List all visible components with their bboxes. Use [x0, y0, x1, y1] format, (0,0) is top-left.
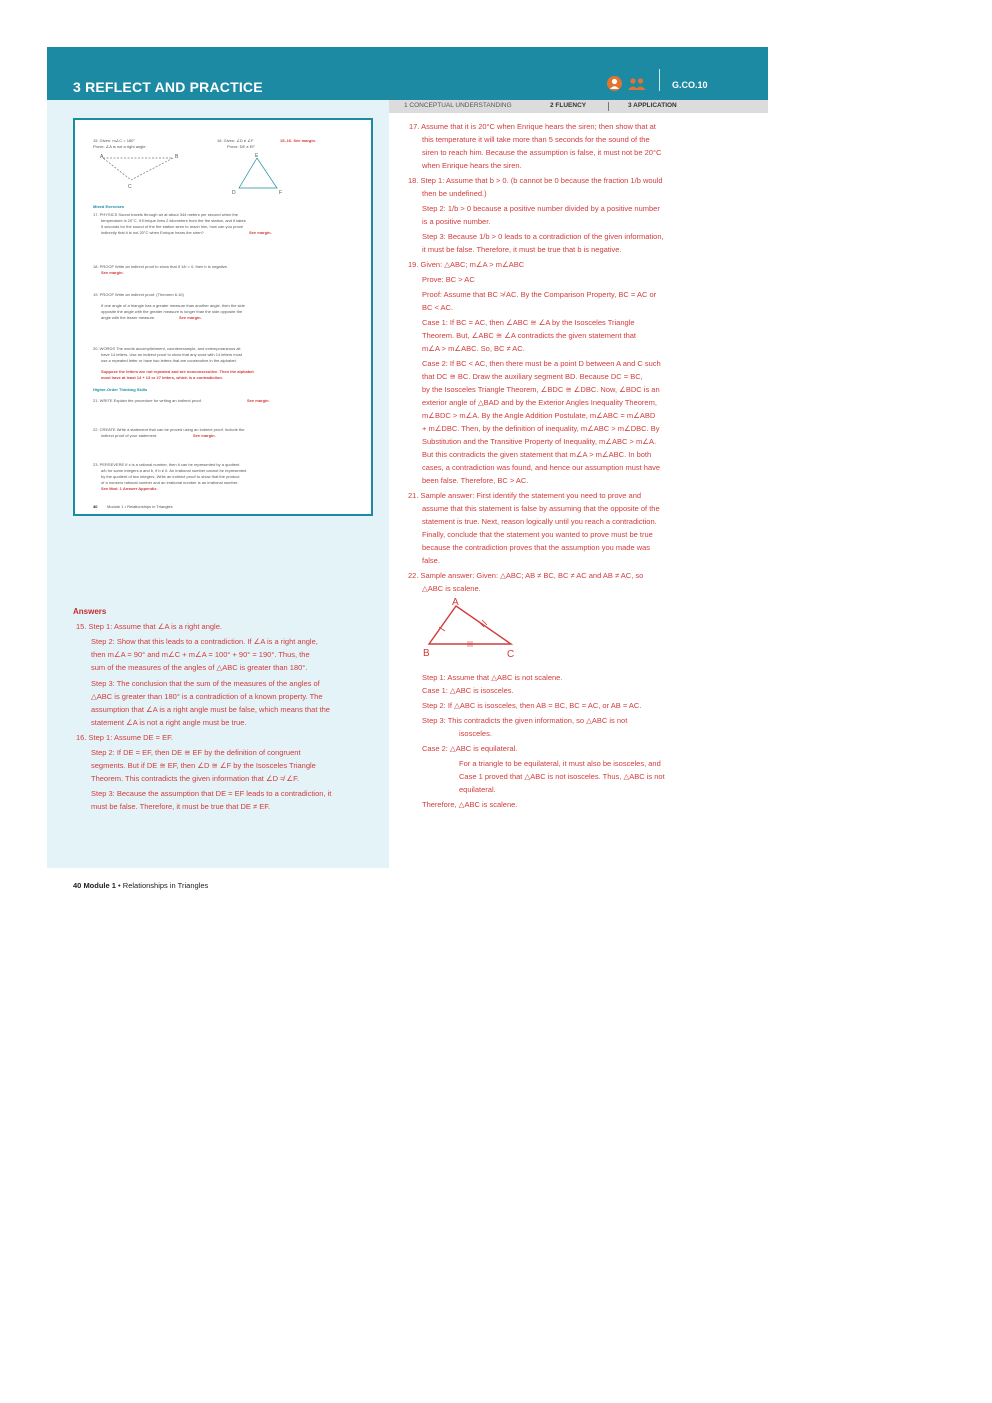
answer-line: Theorem. But, ∠ABC ≅ ∠A contradicts the given statement that: [422, 331, 636, 340]
answer-line: Case 2: If BC < AC, then there must be a point D between A and C such: [422, 359, 661, 368]
answer-line: 19. Given: △ABC; m∠A > m∠ABC: [408, 260, 525, 269]
answer-line: assume that this statement is false by assuming that the opposite of the: [422, 504, 660, 513]
page-footer: [73, 881, 208, 890]
answer-line: statement ∠A is not a right angle must be true.: [91, 718, 247, 727]
thumb-subheading: Higher-Order Thinking Skills: [93, 387, 148, 392]
answer-line: statement is true. Next, reason logically until you reach a contradiction.: [422, 517, 657, 526]
answer-line: + m∠DBC. Then, by the definition of inequality, m∠ABC > m∠DBC. By: [422, 424, 660, 433]
answer-line: then m∠A = 90° and m∠C + m∠A = 100° + 90° = 190°. Thus, the: [91, 650, 310, 659]
answer-line: 22. Sample answer: Given: △ABC; AB ≠ BC, BC ≠ AC and AB ≠ AC, so: [408, 571, 644, 580]
answer-line: equilateral.: [459, 785, 496, 794]
student-page-thumbnail: [73, 118, 373, 516]
group-icon: [627, 76, 647, 91]
person-icon: [607, 76, 622, 91]
thumb-line: If one angle of a triangle has a greater measure than another angle, then the side: [101, 303, 245, 308]
thumb-margin-note: See margin.: [101, 270, 124, 275]
answer-line: by the Isosceles Triangle Theorem, ∠BDC ≅ ∠DBC. Now, ∠BDC is an: [422, 385, 660, 394]
answer-line: Substitution and the Transitive Property of Inequality, m∠ABC > m∠A.: [422, 437, 657, 446]
answer-line: 17. Assume that it is 20°C when Enrique hears the siren; then show that at: [409, 122, 656, 131]
answer-line: then be undefined.): [422, 189, 487, 198]
thumb-line: 16. Given: ∠D ≠ ∠F: [217, 138, 254, 143]
thumb-line: 22. CREATE Write a statement that can be proved using an indirect proof. Include the: [93, 427, 245, 432]
thumb-line: indirectly that it is not 20°C when Enrique hears the siren?: [101, 230, 204, 235]
answer-line: sum of the measures of the angles of △ABC is greater than 180°.: [91, 663, 308, 672]
answer-line: Prove: BC > AC: [422, 275, 475, 284]
answer-line: Step 2: Show that this leads to a contradiction. If ∠A is a right angle,: [91, 637, 318, 646]
answer-line: For a triangle to be equilateral, it must also be isosceles, and: [459, 759, 661, 768]
answer-line: it must be false. Therefore, it must be true that b is negative.: [422, 245, 622, 254]
tab-separator: [608, 102, 609, 111]
answer-line: 18. Step 1: Assume that b > 0. (b cannot be 0 because the fraction 1/b would: [408, 176, 663, 185]
thumb-margin-note: Suppose the letters are not repeated and are nonconsecutive. Then the alphabet: [101, 369, 254, 374]
answer-line: Step 2: If △ABC is isosceles, then AB = BC, BC = AC, or AB = AC.: [422, 701, 642, 710]
thumb-label: D: [232, 190, 236, 196]
answer-line: But this contradicts the given statement that m∠A > m∠ABC. In both: [422, 450, 652, 459]
thumb-figure-16: [227, 152, 287, 196]
section-title: 3 REFLECT AND PRACTICE: [73, 79, 263, 95]
answer-line: false.: [422, 556, 440, 565]
thumb-line: 15. Given: m∠C = 180°: [93, 138, 135, 143]
answer-line: m∠BDC > m∠A. By the Angle Addition Postulate, m∠ABC = m∠ABD: [422, 411, 656, 420]
answer-line: been false. Therefore, BC > AC.: [422, 476, 529, 485]
thumb-line: use a repeated letter or have two letters that are consecutive in the alphabet.: [101, 358, 237, 363]
answer-line: must be false. Therefore, it must be true that DE ≠ EF.: [91, 802, 271, 811]
answer-line: △ABC is greater than 180° is a contradiction of a known property. The: [91, 692, 323, 701]
answer-line: 15. Step 1: Assume that ∠A is a right angle.: [76, 622, 222, 631]
triangle-label-b: B: [423, 648, 430, 659]
thumb-line: a/b for some integers a and b, if b ≠ 0. An irrational number cannot be represented: [101, 468, 247, 473]
thumb-line: 5 seconds for the sound of the fire station siren to reach him, how can you prove: [101, 224, 244, 229]
thumb-label: F: [279, 190, 283, 196]
standard-code: G.CO.10: [672, 80, 708, 90]
thumb-line: 23. PERSEVERE If x is a rational number, then it can be represented by a quotient: [93, 462, 240, 467]
thumb-line: Prove: ∠A is not a right angle.: [93, 144, 147, 149]
thumb-label: C: [128, 184, 132, 190]
thumb-line: Prove: DE ≠ EF: [227, 144, 255, 149]
thumb-line: have 14 letters. Use an indirect proof to show that any word with 14 letters must: [101, 352, 242, 357]
thumb-margin-note: must have at least 14 + 13 or 27 letters, which is a contradiction.: [101, 375, 223, 380]
answer-line: 21. Sample answer: First identify the statement you need to prove and: [408, 491, 642, 500]
thumb-line: 20. WORDS The words accomplishment, counterexample, and extemporaneous all: [93, 346, 241, 351]
answer-line: Step 3: Because 1/b > 0 leads to a contradiction of the given information,: [422, 232, 664, 241]
footer-module: Module 1: [83, 881, 116, 890]
answer-line: Case 2: △ABC is equilateral.: [422, 744, 518, 753]
answer-line: Step 3: The conclusion that the sum of the measures of the angles of: [91, 679, 320, 688]
answer-line: that DC ≅ BC. Draw the auxiliary segment BD. Because DC = BC,: [422, 372, 643, 381]
answer-line: BC < AC.: [422, 303, 454, 312]
thumb-line: of a nonzero rational number and an irrational number is an irrational number.: [101, 480, 239, 485]
answer-line: △ABC is scalene.: [422, 584, 481, 593]
answer-line: this temperature it will take more than 5 seconds for the sound of the: [422, 135, 650, 144]
triangle-label-a: A: [452, 597, 459, 608]
thumb-margin-note: See margin.: [193, 433, 216, 438]
answer-line: Case 1: If BC = AC, then ∠ABC ≅ ∠A by the Isosceles Triangle: [422, 318, 635, 327]
answer-line: assumption that ∠A is a right angle must be false, which means that the: [91, 705, 330, 714]
thumb-label: A: [100, 154, 104, 160]
thumb-line: 18. PROOF Write an indirect proof to show that if 1/b < 0, then b is negative.: [93, 264, 228, 269]
thumb-label: E: [255, 153, 259, 159]
thumb-margin-note: See margin.: [247, 398, 270, 403]
answer-line: Case 1: △ABC is isosceles.: [422, 686, 514, 695]
page-number: 40: [73, 881, 82, 890]
thumb-line: 19. PROOF Write an indirect proof. (Theorem 6.10): [93, 292, 184, 297]
answer-line: Case 1 proved that △ABC is not isosceles. Thus, △ABC is not: [459, 772, 665, 781]
thumb-figure-15: [95, 152, 185, 190]
thumb-subheading: Mixed Exercises: [93, 204, 125, 209]
answer-line: 16. Step 1: Assume DE = EF.: [76, 733, 173, 742]
answer-line: m∠A > m∠ABC. So, BC ≠ AC.: [422, 344, 525, 353]
answer-line: is a positive number.: [422, 217, 491, 226]
scalene-triangle-figure: [421, 596, 521, 662]
thumb-margin-note: See Mod. 1 Answer Appendix.: [101, 486, 158, 491]
answer-line: Finally, conclude that the statement you wanted to prove must be true: [422, 530, 653, 539]
answer-line: when Enrique hears the siren.: [422, 161, 522, 170]
thumb-margin-note: See margin.: [249, 230, 272, 235]
answer-line: segments. But if DE ≅ EF, then ∠D ≅ ∠F by the Isosceles Triangle: [91, 761, 316, 770]
thumb-line: opposite the angle with the greater measure is longer than the side opposite the: [101, 309, 243, 314]
header-divider: [659, 69, 660, 91]
answer-line: cases, a contradiction was found, and hence our assumption must have: [422, 463, 661, 472]
answer-line: siren to reach him. Because the assumption is false, it must not be 20°C: [422, 148, 662, 157]
thumb-line: indirect proof of your statement.: [101, 433, 158, 438]
footer-title: Relationships in Triangles: [122, 881, 209, 890]
footer-bullet: •: [118, 881, 121, 890]
answer-line: Step 2: If DE = EF, then DE ≅ EF by the definition of congruent: [91, 748, 301, 757]
answer-line: Step 3: Because the assumption that DE = EF leads to a contradiction, it: [91, 789, 332, 798]
thumb-line: 17. PHYSICS Sound travels through air at about 344 meters per second when the: [93, 212, 238, 217]
tab-fluency: 2 FLUENCY: [550, 102, 587, 109]
thumb-margin-note: 15–16. See margin.: [280, 138, 317, 143]
thumb-line: by the quotient of two integers. Write an indirect proof to show that the product: [101, 474, 240, 479]
answer-line: Step 2: 1/b > 0 because a positive number divided by a positive number: [422, 204, 660, 213]
answers-heading: Answers: [73, 607, 107, 616]
tab-application: 3 APPLICATION: [628, 102, 677, 109]
answer-line: Therefore, △ABC is scalene.: [422, 800, 518, 809]
answer-line: Step 1: Assume that △ABC is not scalene.: [422, 673, 563, 682]
answer-line: isosceles.: [459, 729, 492, 738]
answer-line: Step 3: This contradicts the given information, so △ABC is not: [422, 716, 628, 725]
thumb-line: angle with the lesser measure.: [101, 315, 156, 320]
answer-line: exterior angle of △BAD and by the Exterior Angles Inequality Theorem,: [422, 398, 657, 407]
level-tabs: [389, 100, 768, 113]
triangle-label-c: C: [507, 649, 515, 660]
answer-line: Proof: Assume that BC ≯ AC. By the Comparison Property, BC = AC or: [422, 290, 657, 299]
answer-line: Theorem. This contradicts the given information that ∠D ≉ ∠F.: [91, 774, 299, 783]
thumb-line: 21. WRITE Explain the procedure for writing an indirect proof.: [93, 398, 202, 403]
tab-conceptual-understanding: 1 CONCEPTUAL UNDERSTANDING: [404, 102, 512, 109]
thumb-label: B: [175, 154, 179, 160]
thumb-line: temperature is 20°C. If Enrique lives 2 kilometers from the fire station, and it takes: [101, 218, 246, 223]
answer-line: because the contradiction proves that the assumption you made was: [422, 543, 651, 552]
thumb-margin-note: See margin.: [179, 315, 202, 320]
thumb-module-label: Module 1 • Relationships in Triangles: [107, 504, 173, 509]
thumb-page-number: 40: [93, 504, 98, 509]
